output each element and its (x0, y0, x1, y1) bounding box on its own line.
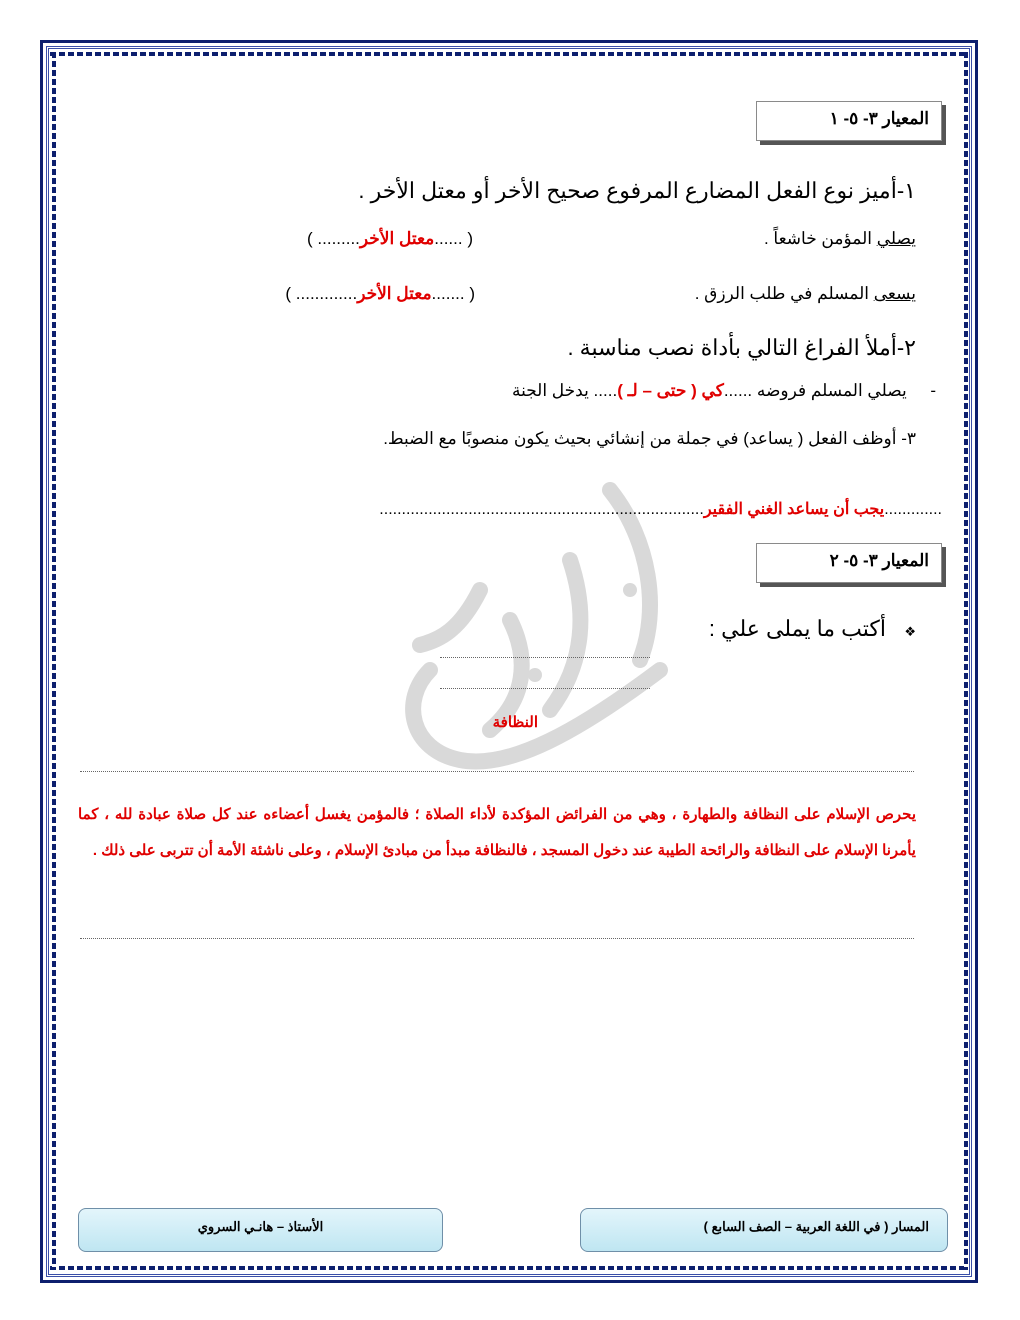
sentence-rest: المسلم في طلب الرزق . (694, 284, 874, 303)
dotted-line-4 (80, 938, 914, 939)
sentence-rest: المؤمن خاشعاً . (763, 229, 877, 248)
bullet-dash: - (930, 381, 936, 400)
dots-trail: ......................................................................... (379, 501, 704, 518)
question-1-item-2 (695, 284, 916, 304)
bullet-icon: ❖ (904, 624, 916, 639)
footer-teacher-box (78, 1208, 443, 1252)
dotted-line-1 (440, 657, 650, 658)
question-2-line (512, 381, 936, 401)
question-1-title: ١-أميز نوع الفعل المضارع المرفوع صحيح الأخر أو معتل الأخر . (358, 178, 916, 203)
answer-close: ............. ) (285, 284, 358, 303)
question-1-item-1 (764, 229, 916, 249)
answer-text: معتل الأخر (357, 284, 432, 303)
page-border-dash-bottom (50, 1266, 968, 1270)
footer-course-box (580, 1208, 948, 1252)
dots-lead: ............. (884, 501, 942, 518)
answer-text: كي ( حتى – لـ ) (617, 381, 724, 400)
page-border-dash-top (50, 52, 968, 56)
criterion-box-2 (756, 543, 942, 583)
dictation-heading: النظافة (492, 714, 538, 731)
criterion-label-2: المعيار ٣- ٥- ٢ (829, 551, 929, 570)
verb-underlined: يصلي (876, 229, 916, 248)
answer-slot-2 (285, 284, 475, 304)
question-3-title: ٣- أوظف الفعل ( يساعد) في جملة من إنشائي بحيث يكون منصوبًا مع الضبط. (383, 429, 916, 448)
dotted-line-2 (440, 688, 650, 689)
question-3-answer-line (379, 499, 942, 519)
dictation-paragraph: يحرص الإسلام على النظافة والطهارة ، وهي من الفرائض المؤكدة لأداء الصلاة ؛ فالمؤمن يغسل أعضاءه عند كل صلاة عبادة لله ، كما يأمرنا الإسلام على النظافة والرائحة الطيبة عند دخول المسجد ، فالنظافة مبدأ من مبادئ الإسلام ، وعلى ناشئة الأمة أن تتربى على ذلك . (78, 806, 916, 859)
answer-slot-1 (307, 229, 473, 249)
answer-text: معتل الأخر (359, 229, 435, 248)
verb-underlined: يسعى (873, 284, 916, 303)
dictation-title (709, 616, 916, 642)
footer-teacher-text: الأستاذ – هانـي السروي (197, 1219, 324, 1234)
answer-text: يجب أن يساعد الغني الفقير (703, 501, 885, 518)
criterion-label-1: المعيار ٣- ٥- ١ (829, 109, 929, 128)
sentence-end: ..... يدخل الجنة (511, 381, 618, 400)
footer-course-text: المسار ( في اللغة العربية – الصف السابع ) (703, 1219, 929, 1234)
criterion-box-1 (756, 101, 942, 141)
answer-open: ( ....... (431, 284, 475, 303)
question-2-title: ٢-أملأ الفراغ التالي بأداة نصب مناسبة . (567, 335, 916, 360)
answer-close: ......... ) (307, 229, 360, 248)
page-border-dash-right (964, 52, 968, 1270)
dictation-title-text: أكتب ما يملى علي : (708, 616, 886, 641)
dotted-line-3 (80, 771, 914, 772)
page-border-dash-left (52, 52, 56, 1270)
answer-open: ( ...... (434, 229, 473, 248)
sentence-start: يصلي المسلم فروضه ...... (723, 381, 907, 400)
